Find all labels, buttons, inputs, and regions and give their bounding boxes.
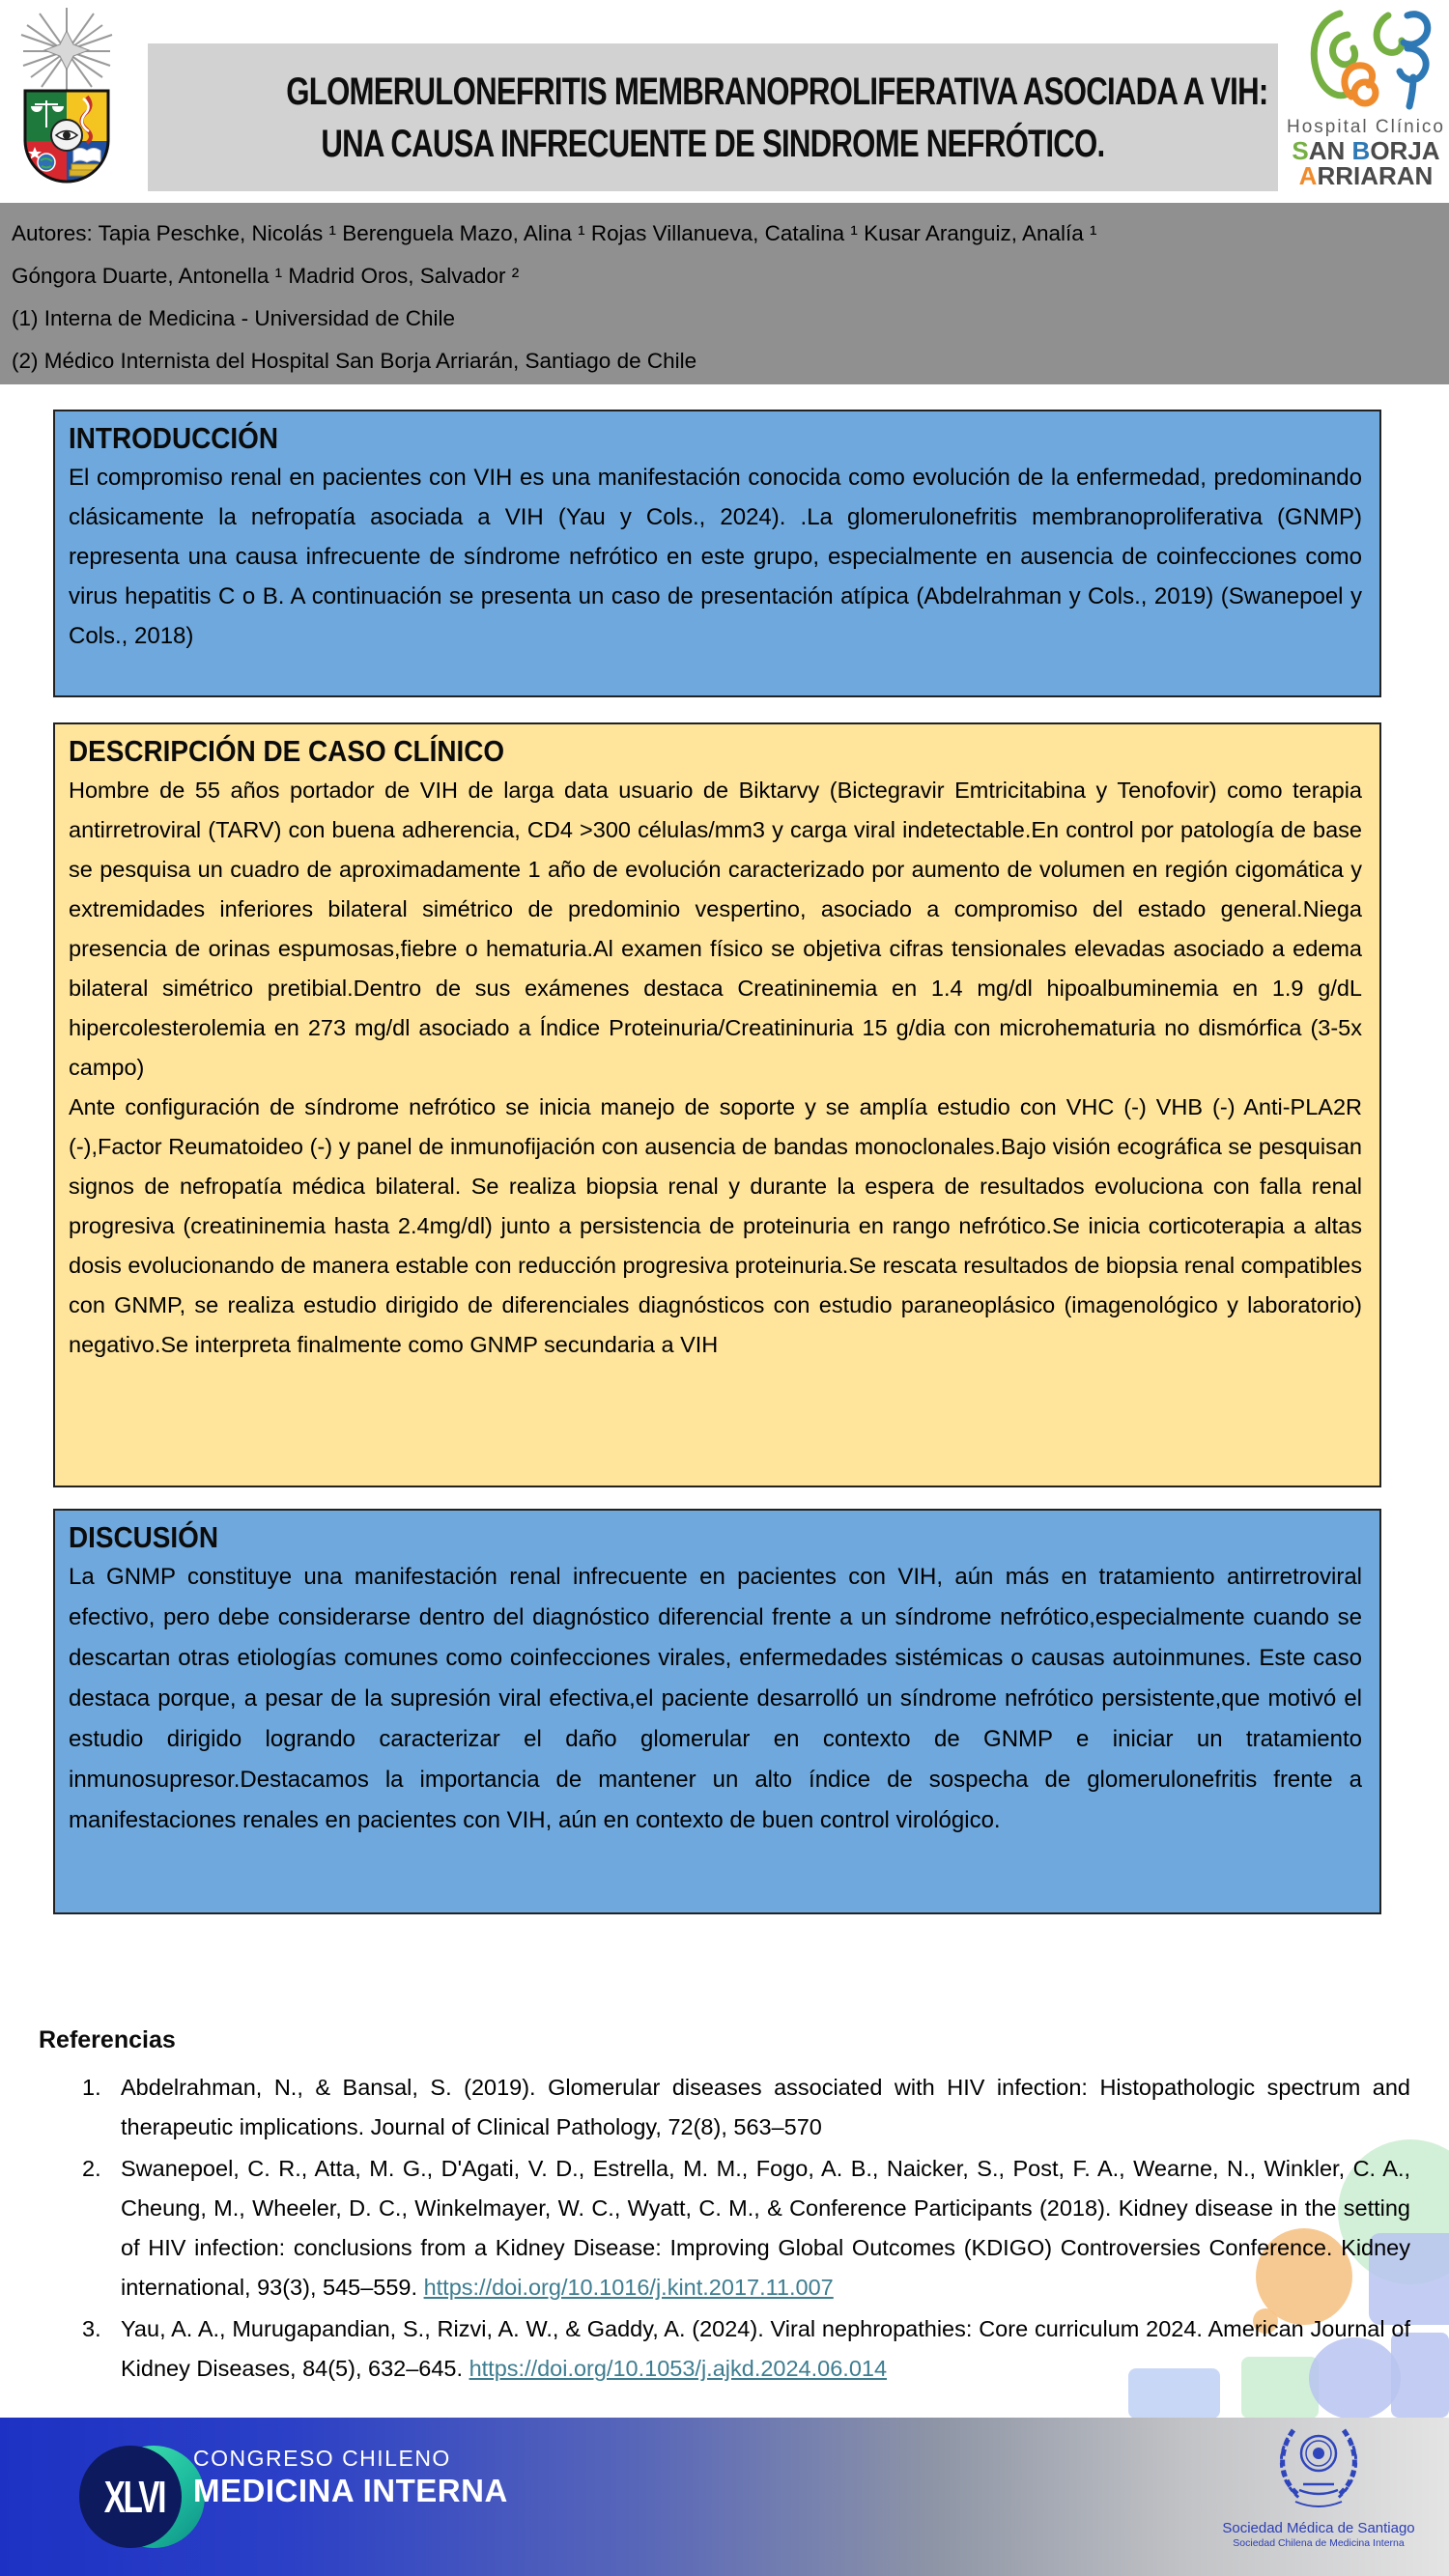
discussion-body: La GNMP constituye una manifestación renal infrecuente en pacientes con VIH, aún más en tratamiento antirretroviral efectivo, pero debe considerarse dentro del diagnóstico diferencial frente a un síndrome nefrótico,especialmente cuando se descartan otras etiologías comunes como coinfecciones virales, enfermedades sistémicas o causas autoinmunes. Este caso destaca porque, a pesar de la supresión viral efectiva,el paciente desarrolló un síndrome nefrótico persistente,que motivó el estudio dirigido logrando caracterizar el daño glomerular en contexto de GNMP e iniciar un tratamiento inmunosupresor.Destacamos la importancia de mantener un alto índice de sospecha de glomerulonefritis frente a manifestaciones renales en pacientes con VIH, aún en contexto de buen control virológico. — [69, 1564, 1362, 1833]
hospital-san-borja-arriaran-logo — [1283, 2, 1449, 191]
poster-title-box — [148, 43, 1278, 191]
reference-doi-link[interactable]: https://doi.org/10.1016/j.kint.2017.11.007 — [423, 2275, 834, 2300]
family-figures-icon — [1293, 2, 1438, 110]
society-name: Sociedad Médica de Santiago — [1222, 2520, 1415, 2536]
case-description-section — [53, 722, 1381, 1487]
introduction-body: El compromiso renal en pacientes con VIH es una manifestación conocida como evolución de la enfermedad, predominando clásicamente la nefropatía asociada a VIH (Yau y Cols., 2024). .La glomerulonefritis membranoproliferativa (GNMP) representa una causa infrecuente de síndrome nefrótico en este grupo, especialmente en ausencia de coinfecciones como virus hepatitis C o B. A continuación se presenta un caso de presentación atípica (Abdelrahman y Cols., 2019) (Swanepoel y Cols., 2018) — [69, 465, 1362, 649]
case-description-paragraph1: Hombre de 55 años portador de VIH de larga data usuario de Biktarvy (Bictegravir Emtricitabina y Tenofovir) como terapia antirretroviral (TARV) con buena adherencia, CD4 >300 células/mm3 y carga viral indetectable.En control por patología de base se pesquisa un cuadro de aproximadamente 1 año de evolución caracterizado por aumento de volumen en región cigomática y extremidades inferiores bilateral simétrico de predominio vespertino, asociado a compromiso del estado general.Niega presencia de orinas espumosas,fiebre o hematuria.Al examen físico se objetiva cifras tensionales elevadas asociado a edema bilateral simétrico pretibial.Dentro de sus exámenes destaca Creatininemia en 1.4 mg/dl hipoalbuminemia en 1.9 g/dL hipercolesterolemia en 273 mg/dl asociado a Índice Proteinuria/Creatininuria 15 g/dia con microhematuria no dismórfica (3-5x campo) — [69, 778, 1362, 1080]
references-heading: Referencias — [39, 2026, 176, 2053]
reference-item-2 — [82, 2149, 1410, 2307]
reference-text: Swanepoel, C. R., Atta, M. G., D'Agati, V. D., Estrella, M. M., Fogo, A. B., Naicker, S., Post, F. A., Wearne, N., Winkler, C. A., Cheung, M., Wheeler, D. C., Winkelmayer, W. C., Wyatt, C. M., & Conference Participants (2018). Kidney disease in the setting of HIV infection: conclusions from a Kidney Disease: Improving Global Outcomes (KDIGO) Controversies Conference. Kidney international, 93(3), 545–559. https://doi.org/10.1016/j.kint.2017.11.007 — [121, 2156, 1410, 2300]
discussion-section — [53, 1509, 1381, 1914]
reference-text: Abdelrahman, N., & Bansal, S. (2019). Glomerular diseases associated with HIV infection: Histopathologic spectrum and therapeutic implications. Journal of Clinical Pathology, 72(8), 563–570 — [121, 2075, 1410, 2139]
authors-line2: Góngora Duarte, Antonella ¹ Madrid Oros, Salvador ² — [12, 264, 520, 288]
discussion-heading: DISCUSIÓN — [69, 1520, 219, 1554]
authors-band — [0, 203, 1449, 384]
poster-title-line1: GLOMERULONEFRITIS MEMBRANOPROLIFERATIVA ASOCIADA A VIH: — [286, 70, 1268, 113]
reference-text: Yau, A. A., Murugapandian, S., Rizvi, A. W., & Gaddy, A. (2024). Viral nephropathies: Core curriculum 2024. American Journal of Kidney Diseases, 84(5), 632–645. https://doi.org/10.1053/j.ajkd.2024.06.014 — [121, 2316, 1410, 2381]
congress-title — [193, 2444, 508, 2509]
reference-number: 1. — [82, 2075, 101, 2100]
references-section — [39, 2026, 1410, 2391]
introduction-section — [53, 410, 1381, 697]
reference-doi-link[interactable]: https://doi.org/10.1053/j.ajkd.2024.06.014 — [469, 2356, 888, 2381]
laurel-seal-icon — [1261, 2424, 1377, 2513]
authors-line1: Autores: Tapia Peschke, Nicolás ¹ Berenguela Mazo, Alina ¹ Rojas Villanueva, Catalina ¹ Kusar Aranguiz, Analía ¹ — [12, 221, 1097, 245]
reference-item-3 — [82, 2309, 1410, 2389]
society-subtitle: Sociedad Chilena de Medicina Interna — [1233, 2537, 1405, 2549]
affiliation-1: (1) Interna de Medicina - Universidad de Chile — [12, 306, 455, 330]
sociedad-medica-santiago-logo — [1208, 2424, 1430, 2550]
hospital-name-line1: Hospital Clínico — [1287, 117, 1445, 137]
hospital-name-line2: SAN BORJA — [1292, 136, 1440, 165]
congress-line2: MEDICINA INTERNA — [193, 2473, 508, 2508]
university-crest-icon — [8, 6, 126, 187]
reference-item-1 — [82, 2068, 1410, 2147]
poster-title-line2: UNA CAUSA INFRECUENTE DE SINDROME NEFRÓTICO. — [321, 122, 1105, 165]
affiliation-2: (2) Médico Internista del Hospital San Borja Arriarán, Santiago de Chile — [12, 349, 697, 373]
university-of-chile-crest-logo — [8, 6, 126, 187]
congress-roman-numeral: XLVI — [103, 2472, 165, 2522]
case-description-paragraph2: Ante configuración de síndrome nefrótico se inicia manejo de soporte y se amplía estudio con VHC (-) VHB (-) Anti-PLA2R (-),Factor Reumatoideo (-) y panel de inmunofijación con ausencia de bandas monoclonales.Bajo visión ecográfica se pesquisan signos de nefropatía médica bilateral. Se realiza biopsia renal y durante la espera de resultados evoluciona con falla renal progresiva (creatininemia hasta 2.4mg/dl) junto a persistencia de proteinuria en rango nefrótico.Se inicia corticoterapia a altas dosis evolucionando de manera estable con reducción progresiva proteinuria.Se rescata resultados de biopsia renal compatibles con GNMP, se realiza estudio dirigido de diferenciales diagnósticos con estudio paraneoplásico (imagenológico y laboratorio) negativo.Se interpreta finalmente como GNMP secundaria a VIH — [69, 1094, 1362, 1357]
congress-line1: CONGRESO CHILENO — [193, 2446, 451, 2471]
introduction-heading: INTRODUCCIÓN — [69, 421, 278, 455]
hospital-name-line3: ARRIARAN — [1298, 161, 1434, 190]
reference-number: 3. — [82, 2316, 101, 2341]
reference-number: 2. — [82, 2156, 101, 2181]
case-description-heading: DESCRIPCIÓN DE CASO CLÍNICO — [69, 734, 505, 768]
